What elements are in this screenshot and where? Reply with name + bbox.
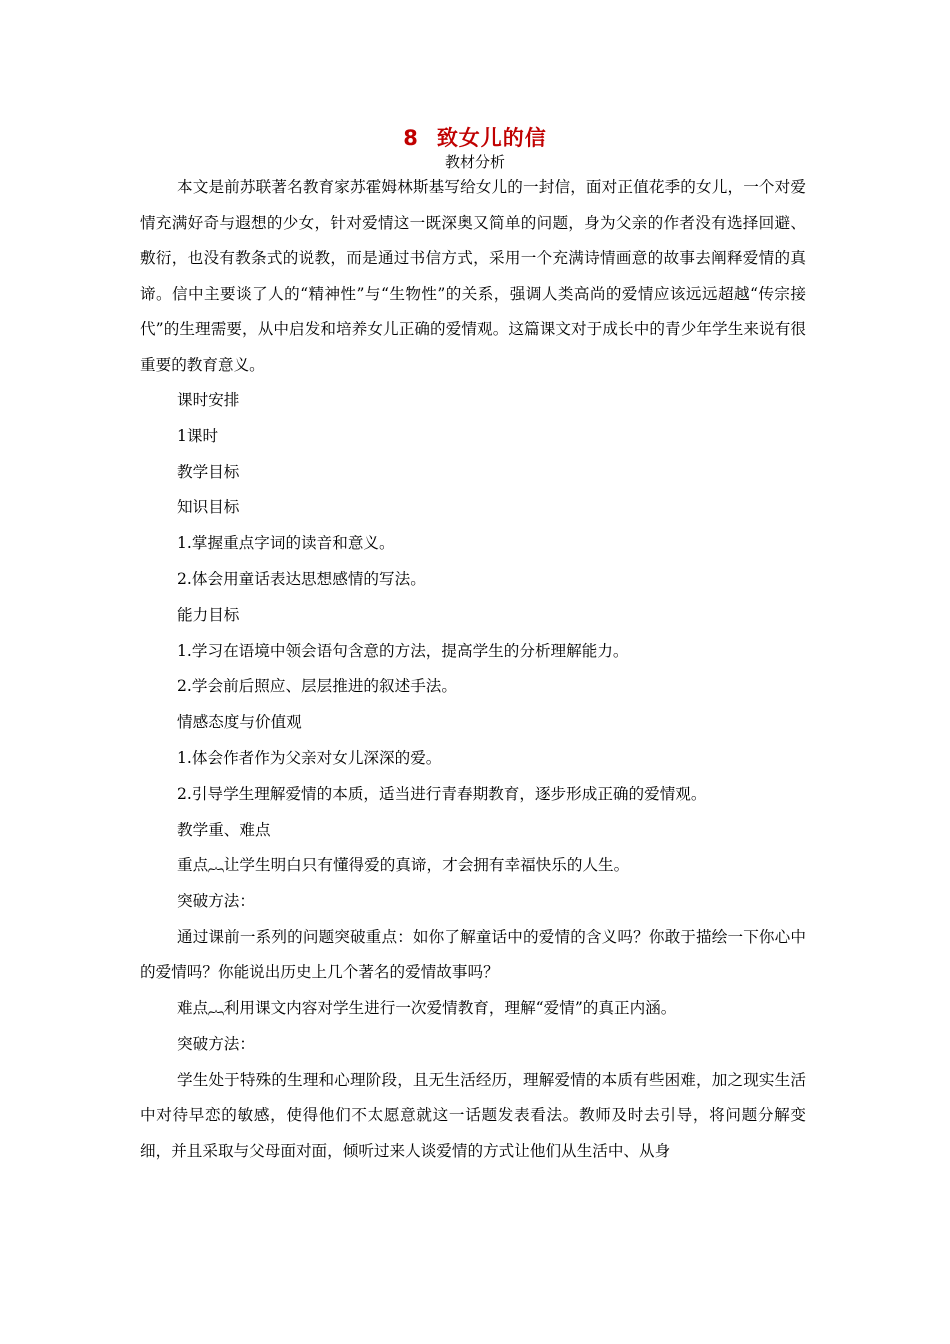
heading-lesson-schedule: 课时安排	[177, 391, 240, 409]
lesson-count: 1课时	[177, 426, 219, 445]
difficult-point-method-paragraph: 学生处于特殊的生理和心理阶段，且无生活经历，理解爱情的本质有些困难，加之现实生活中对待早恋的敏感，使得他们不太愿意就这一话题发表看法。教师及时去引导，将问题分解变细，并且采取与父母面对面，倾听过来人谈爱情的方式让他们从生活中、从身	[140, 1070, 806, 1160]
intro-paragraph: 本文是前苏联著名教育家苏霍姆林斯基写给女儿的一封信，面对正值花季的女儿，一个对爱情充满好奇与遐想的少女，针对爱情这一既深奥又简单的问题，身为父亲的作者没有选择回避、敷衍，也没有教条式的说教，而是通过书信方式，采用一个充满诗情画意的故事去阐释爱情的真谛。信中主要谈了人的“精神性”与“生物性”的关系，强调人类高尚的爱情应该远远超越“传宗接代”的生理需要，从中启发和培养女儿正确的爱情观。这篇课文对于成长中的青少年学生来说有很重要的教育意义。	[140, 178, 806, 374]
ability-goal-2: 2.学会前后照应、层层推进的叙述手法。	[177, 677, 457, 696]
key-point: 重点︷让学生明白只有懂得爱的真谛，才会拥有幸福快乐的人生。	[177, 856, 630, 875]
section-heading-textbook-analysis: 教材分析	[444, 153, 505, 171]
heading-knowledge-goals: 知识目标	[177, 498, 240, 517]
breakthrough-method-label-2: 突破方法：	[177, 1034, 255, 1053]
breakthrough-method-label-1: 突破方法：	[177, 892, 255, 911]
ability-goal-1: 1.学习在语境中领会语句含意的方法，提高学生的分析理解能力。	[177, 641, 629, 660]
document-title	[0, 122, 950, 152]
knowledge-goal-2: 2.体会用童话表达思想感情的写法。	[177, 569, 426, 588]
heading-ability-goals: 能力目标	[177, 605, 240, 624]
heading-key-difficult-points: 教学重、难点	[177, 820, 271, 839]
difficult-point: 难点︷利用课文内容对学生进行一次爱情教育，理解“爱情”的真正内涵。	[177, 998, 677, 1017]
knowledge-goal-1: 1.掌握重点字词的读音和意义。	[177, 534, 395, 553]
title-text: 致女儿的信	[436, 126, 547, 150]
attitude-goal-2: 2.引导学生理解爱情的本质，适当进行青春期教育，逐步形成正确的爱情观。	[177, 784, 707, 803]
document-body	[140, 170, 806, 1169]
heading-teaching-goals: 教学目标	[177, 462, 240, 481]
key-point-method-paragraph: 通过课前一系列的问题突破重点：如你了解童话中的爱情的含义吗？你敢于描绘一下你心中的爱情吗？你能说出历史上几个著名的爱情故事吗？	[140, 927, 806, 982]
heading-attitude-values: 情感态度与价值观	[177, 713, 302, 732]
title-number: 8	[403, 126, 419, 150]
attitude-goal-1: 1.体会作者作为父亲对女儿深深的爱。	[177, 748, 442, 767]
